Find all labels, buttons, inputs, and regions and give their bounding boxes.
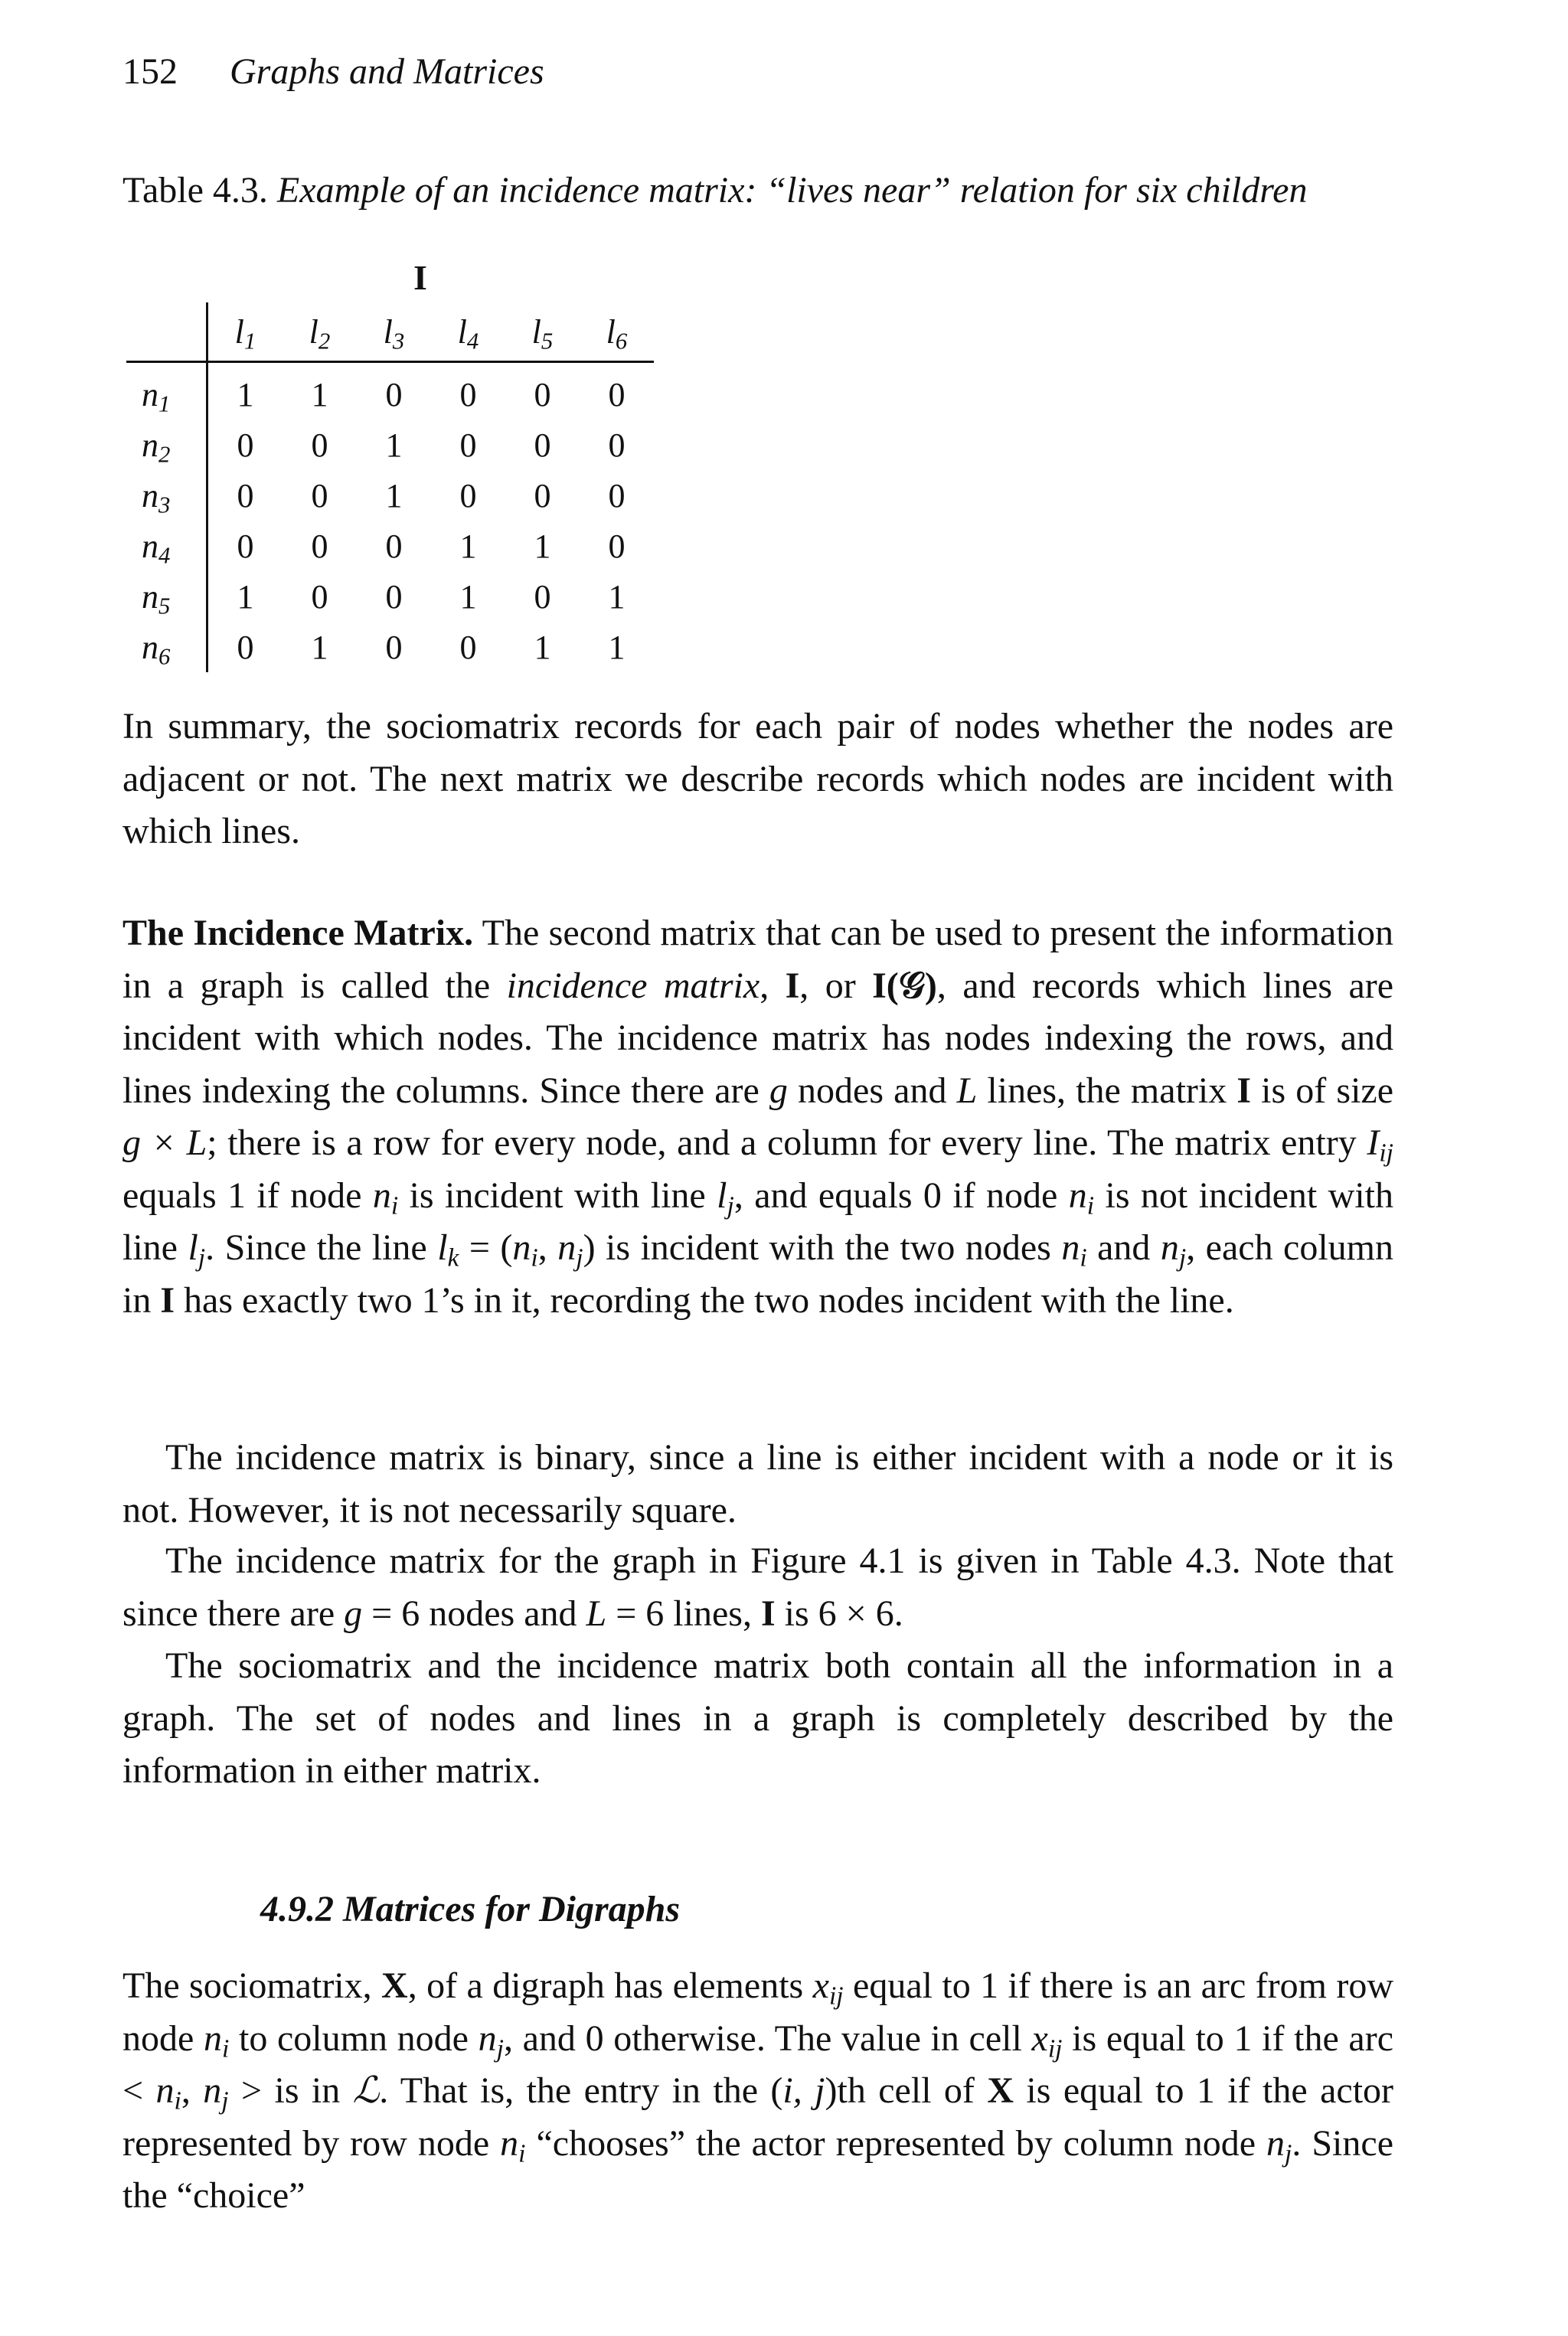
row-header: $n_6$: [126, 622, 207, 672]
matrix-cell: 0: [385, 628, 403, 666]
column-header: $l_6$: [606, 312, 628, 354]
matrix-cell: 0: [459, 628, 477, 666]
matrix-cell: 1: [385, 426, 403, 464]
running-head: [122, 51, 544, 92]
table-label: Table 4.3.: [122, 170, 268, 211]
table-row: [126, 420, 654, 470]
section-heading: 4.9.2 Matrices for Digraphs: [260, 1889, 681, 1929]
matrix-cell: 0: [608, 426, 626, 464]
matrix-cell: 0: [459, 476, 477, 515]
matrix-cell: 0: [534, 426, 551, 464]
row-header: $n_4$: [126, 521, 207, 571]
matrix-cell: 0: [237, 628, 254, 666]
table-corner: [126, 302, 207, 362]
matrix-cell: 1: [237, 577, 254, 616]
matrix-cell: 0: [311, 476, 328, 515]
matrix-cell: 0: [385, 527, 403, 565]
matrix-cell: 0: [311, 577, 328, 616]
matrix-cell: 0: [534, 375, 551, 413]
column-header: $l_5$: [531, 312, 554, 354]
matrix-cell: 1: [311, 628, 328, 666]
chapter-title: Graphs and Matrices: [230, 51, 544, 92]
matrix-cell: 0: [608, 527, 626, 565]
paragraph-both-matrices: The sociomatrix and the incidence matrix both contain all the information in a graph. The set of nodes and lines in a graph is completely described by the information in either matrix.: [122, 1645, 1393, 1791]
matrix-cell: 0: [459, 426, 477, 464]
matrix-cell: 0: [311, 426, 328, 464]
matrix-cell: 1: [311, 375, 328, 413]
column-header: $l_4$: [457, 312, 479, 354]
row-header: $n_5$: [126, 571, 207, 622]
matrix-cell: 0: [534, 476, 551, 515]
matrix-name: I: [413, 258, 427, 297]
column-header: $l_2$: [309, 312, 331, 354]
table-header-row: [126, 302, 654, 362]
matrix-cell: 1: [534, 628, 551, 666]
table-row: [126, 622, 654, 672]
matrix-cell: 1: [385, 476, 403, 515]
matrix-cell: 0: [385, 375, 403, 413]
table-row: [126, 521, 654, 571]
matrix-cell: 1: [608, 628, 626, 666]
matrix-cell: 1: [459, 527, 477, 565]
table-caption-text: Example of an incidence matrix: “lives near” relation for six children: [276, 170, 1308, 211]
column-header: $l_3$: [383, 312, 405, 354]
matrix-cell: 0: [311, 527, 328, 565]
matrix-cell: 0: [237, 527, 254, 565]
table-row: [126, 571, 654, 622]
matrix-cell: 1: [237, 375, 254, 413]
paragraph-incidence-matrix: The Incidence Matrix. The second matrix that can be used to present the information in a graph is called the incidence matrix, I, or I(𝒢), and records which lines are incident with which nodes. The incidence matrix has nodes indexing the rows, and lines indexing the columns. Since there are g nodes and L lines, the matrix I is of size g × L; there is a row for every node, and a column for every line. The matrix entry $I_{ij}$ equals 1 if node $n_i$ is incident with line $l_j$, and equals 0 if node $n_i$ is not incident with line $l_j$. Since the line $l_k = (n_i$, $n_j$) is incident with the two nodes $n_i$ and $n_j$, each column in I has exactly two 1’s in it, recording the two nodes incident with the line.: [122, 913, 1394, 1321]
matrix-cell: 0: [385, 577, 403, 616]
matrix-cell: 0: [459, 375, 477, 413]
row-header: $n_3$: [126, 470, 207, 521]
page-number: 152: [122, 51, 178, 92]
matrix-cell: 0: [608, 476, 626, 515]
column-header: $l_1$: [234, 312, 256, 354]
matrix-cell: 0: [608, 375, 626, 413]
matrix-cell: 1: [459, 577, 477, 616]
table-row: [126, 362, 654, 420]
row-header: $n_2$: [126, 420, 207, 470]
paragraph-digraph-sociomatrix: The sociomatrix, X, of a digraph has elements $x_{ij}$ equal to 1 if there is an arc from row node $n_i$ to column node $n_j$, and 0 otherwise. The value in cell $x_{ij}$ is equal to 1 if the arc < $n_i$, $n_j$ > is in ℒ. That is, the entry in the (i, j)th cell of X is equal to 1 if the actor represented by row node $n_i$ “chooses” the actor represented by column node $n_j$. Since the “choice”: [122, 1965, 1394, 2216]
incidence-matrix-table: [126, 302, 654, 672]
paragraph-binary: The incidence matrix is binary, since a line is either incident with a node or it is not. However, it is not necessarily square.: [122, 1437, 1393, 1531]
row-header: $n_1$: [126, 362, 207, 420]
matrix-cell: 1: [534, 527, 551, 565]
matrix-cell: 0: [237, 426, 254, 464]
table-caption: [122, 165, 1393, 217]
matrix-cell: 1: [608, 577, 626, 616]
table-row: [126, 470, 654, 521]
matrix-cell: 0: [237, 476, 254, 515]
matrix-cell: 0: [534, 577, 551, 616]
paragraph-figure-reference: The incidence matrix for the graph in Figure 4.1 is given in Table 4.3. Note that since there are g = 6 nodes and L = 6 lines, I is 6 × 6.: [122, 1540, 1393, 1634]
paragraph-summary: In summary, the sociomatrix records for each pair of nodes whether the nodes are adjacent or not. The next matrix we describe records which nodes are incident with which lines.: [122, 706, 1393, 851]
